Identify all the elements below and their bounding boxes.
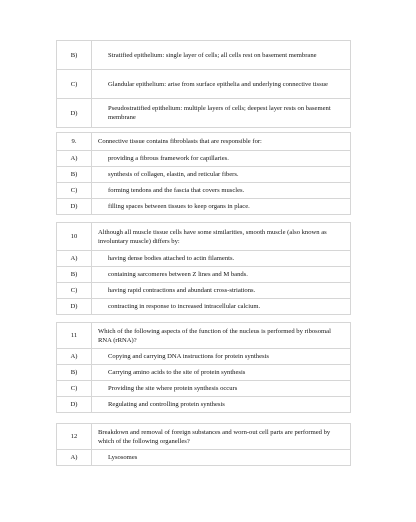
option-text: Regulating and controlling protein synthesis [92, 397, 351, 413]
option-row [57, 70, 351, 99]
option-text: having dense bodies attached to actin filaments. [92, 251, 351, 267]
question-9 [56, 132, 351, 215]
option-label: B) [57, 267, 92, 283]
option-text: Pseudostratified epithelium: multiple layers of cells; deepest layer rests on basement membrane [92, 99, 351, 128]
option-row [57, 167, 351, 183]
option-row [57, 199, 351, 215]
option-label: A) [57, 151, 92, 167]
option-label: A) [57, 349, 92, 365]
question-stem-row [57, 223, 351, 251]
question-stem-row [57, 424, 351, 450]
option-row [57, 267, 351, 283]
option-label: B) [57, 41, 92, 70]
question-stem: Although all muscle tissue cells have some similarities, smooth muscle (also known as involuntary muscle) differs by: [92, 223, 351, 251]
option-label: A) [57, 251, 92, 267]
option-row [57, 99, 351, 128]
option-label: B) [57, 167, 92, 183]
option-text: Glandular epithelium: arise from surface epithelia and underlying connective tissue [92, 70, 351, 99]
option-row [57, 450, 351, 466]
option-text: Stratified epithelium: single layer of cells; all cells rest on basement membrane [92, 41, 351, 70]
question-number: 10 [57, 223, 92, 251]
option-row [57, 397, 351, 413]
option-text: Providing the site where protein synthesis occurs [92, 381, 351, 397]
option-row [57, 183, 351, 199]
question-11 [56, 322, 351, 413]
option-row [57, 151, 351, 167]
option-row [57, 349, 351, 365]
question-number: 11 [57, 323, 92, 349]
option-text: providing a fibrous framework for capillaries. [92, 151, 351, 167]
option-label: D) [57, 397, 92, 413]
option-label: C) [57, 381, 92, 397]
option-row [57, 381, 351, 397]
question-8-continued [56, 40, 351, 128]
question-stem: Which of the following aspects of the function of the nucleus is performed by ribosomal RNA (rRNA)? [92, 323, 351, 349]
question-10 [56, 222, 351, 315]
option-text: Copying and carrying DNA instructions for protein synthesis [92, 349, 351, 365]
option-text: forming tendons and the fascia that covers muscles. [92, 183, 351, 199]
option-label: C) [57, 70, 92, 99]
option-text: contracting in response to increased intracellular calcium. [92, 299, 351, 315]
option-text: containing sarcomeres between Z lines and M bands. [92, 267, 351, 283]
option-label: C) [57, 283, 92, 299]
option-label: A) [57, 450, 92, 466]
question-stem-row [57, 133, 351, 151]
question-number: 12 [57, 424, 92, 450]
question-stem-row [57, 323, 351, 349]
option-text: Carrying amino acids to the site of protein synthesis [92, 365, 351, 381]
option-label: D) [57, 199, 92, 215]
option-text: Lysosomes [92, 450, 351, 466]
option-row [57, 41, 351, 70]
option-label: D) [57, 99, 92, 128]
option-row [57, 299, 351, 315]
option-row [57, 251, 351, 267]
question-stem: Breakdown and removal of foreign substances and worn-out cell parts are performed by which of the following organelles? [92, 424, 351, 450]
option-text: having rapid contractions and abundant cross-striations. [92, 283, 351, 299]
question-stem: Connective tissue contains fibroblasts that are responsible for: [92, 133, 351, 151]
option-row [57, 365, 351, 381]
option-text: filling spaces between tissues to keep organs in place. [92, 199, 351, 215]
option-label: C) [57, 183, 92, 199]
option-label: D) [57, 299, 92, 315]
option-text: synthesis of collagen, elastin, and reticular fibers. [92, 167, 351, 183]
question-12 [56, 423, 351, 466]
option-row [57, 283, 351, 299]
option-label: B) [57, 365, 92, 381]
question-number: 9. [57, 133, 92, 151]
